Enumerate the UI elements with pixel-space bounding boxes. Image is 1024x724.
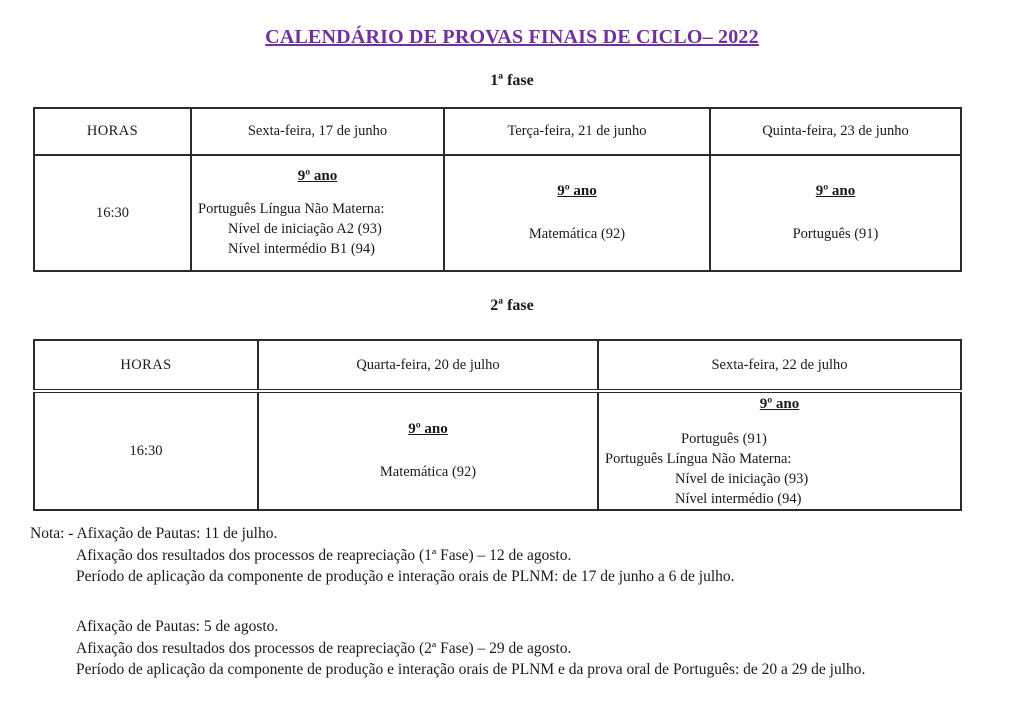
- phase1-exam-cell-plnm: [191, 155, 444, 271]
- phase1-exam-cell-matematica: [444, 155, 710, 271]
- phase1-header-date-2: Terça-feira, 21 de junho: [444, 108, 710, 155]
- exam-line: Matemática (92): [379, 464, 477, 480]
- note-line: Afixação dos resultados dos processos de reapreciação (2ª Fase) – 29 de agosto.: [76, 639, 572, 657]
- phase2-header-horas: HORAS: [34, 340, 258, 391]
- phase1-body-row: [34, 155, 961, 271]
- phase1-time-cell: 16:30: [34, 155, 191, 271]
- note-line: Afixação dos resultados dos processos de reapreciação (1ª Fase) – 12 de agosto.: [76, 546, 572, 564]
- year-label: 9º ano: [815, 183, 856, 199]
- phase1-exam-cell-portugues: [710, 155, 961, 271]
- year-label: 9º ano: [759, 396, 800, 412]
- exam-line: Português (91): [792, 226, 879, 242]
- phase1-header-date-1: Sexta-feira, 17 de junho: [191, 108, 444, 155]
- phase2-header-date-1: Quarta-feira, 20 de julho: [258, 340, 598, 391]
- exam-line: Matemática (92): [528, 226, 626, 242]
- notes-phase1: [30, 523, 735, 588]
- phase2-header-row: [34, 340, 961, 391]
- note-line: Período de aplicação da componente de produção e interação orais de PLNM: de 17 de junho a 6 de julho.: [76, 568, 735, 585]
- phase1-heading: 1ª fase: [490, 72, 534, 89]
- note-line: Período de aplicação da componente de produção e interação orais de PLNM e da prova oral de Português: de 20 a 29 de julho.: [76, 661, 866, 678]
- page-title-text: CALENDÁRIO DE PROVAS FINAIS DE CICLO– 2022: [265, 26, 759, 48]
- phase2-header-date-2: Sexta-feira, 22 de julho: [598, 340, 961, 391]
- exam-line: Nível de iniciação (93): [675, 471, 809, 487]
- year-label: 9º ano: [408, 421, 448, 437]
- exam-line: Nível intermédio B1 (94): [228, 240, 375, 257]
- phase1-header-date-3: Quinta-feira, 23 de junho: [710, 108, 961, 155]
- phase2-heading: 2ª fase: [490, 297, 534, 314]
- phase2-exam-cell-matematica: [258, 391, 598, 510]
- year-label: 9º ano: [557, 183, 597, 199]
- phase1-header-row: [34, 108, 961, 155]
- note-line: Afixação de Pautas: 5 de agosto.: [76, 618, 279, 635]
- phase2-time-cell: 16:30: [34, 391, 258, 510]
- exam-line: Nível intermédio (94): [675, 491, 802, 507]
- notes-phase2: [76, 616, 865, 681]
- phase2-exam-cell-portugues-plnm: [598, 391, 961, 510]
- exam-line: Português Língua Não Materna:: [198, 200, 385, 217]
- phase1-header-horas: HORAS: [34, 108, 191, 155]
- exam-line: Nível de iniciação A2 (93): [228, 220, 382, 237]
- phase2-body-row: [34, 391, 961, 510]
- phase2-table: [33, 339, 962, 511]
- phase1-table: [33, 107, 962, 272]
- exam-line: Português Língua Não Materna:: [605, 451, 792, 467]
- exam-line: Português (91): [681, 431, 767, 447]
- note-line: Nota: - Afixação de Pautas: 11 de julho.: [30, 525, 278, 542]
- year-label: 9º ano: [297, 167, 338, 184]
- page-title: [0, 26, 1024, 49]
